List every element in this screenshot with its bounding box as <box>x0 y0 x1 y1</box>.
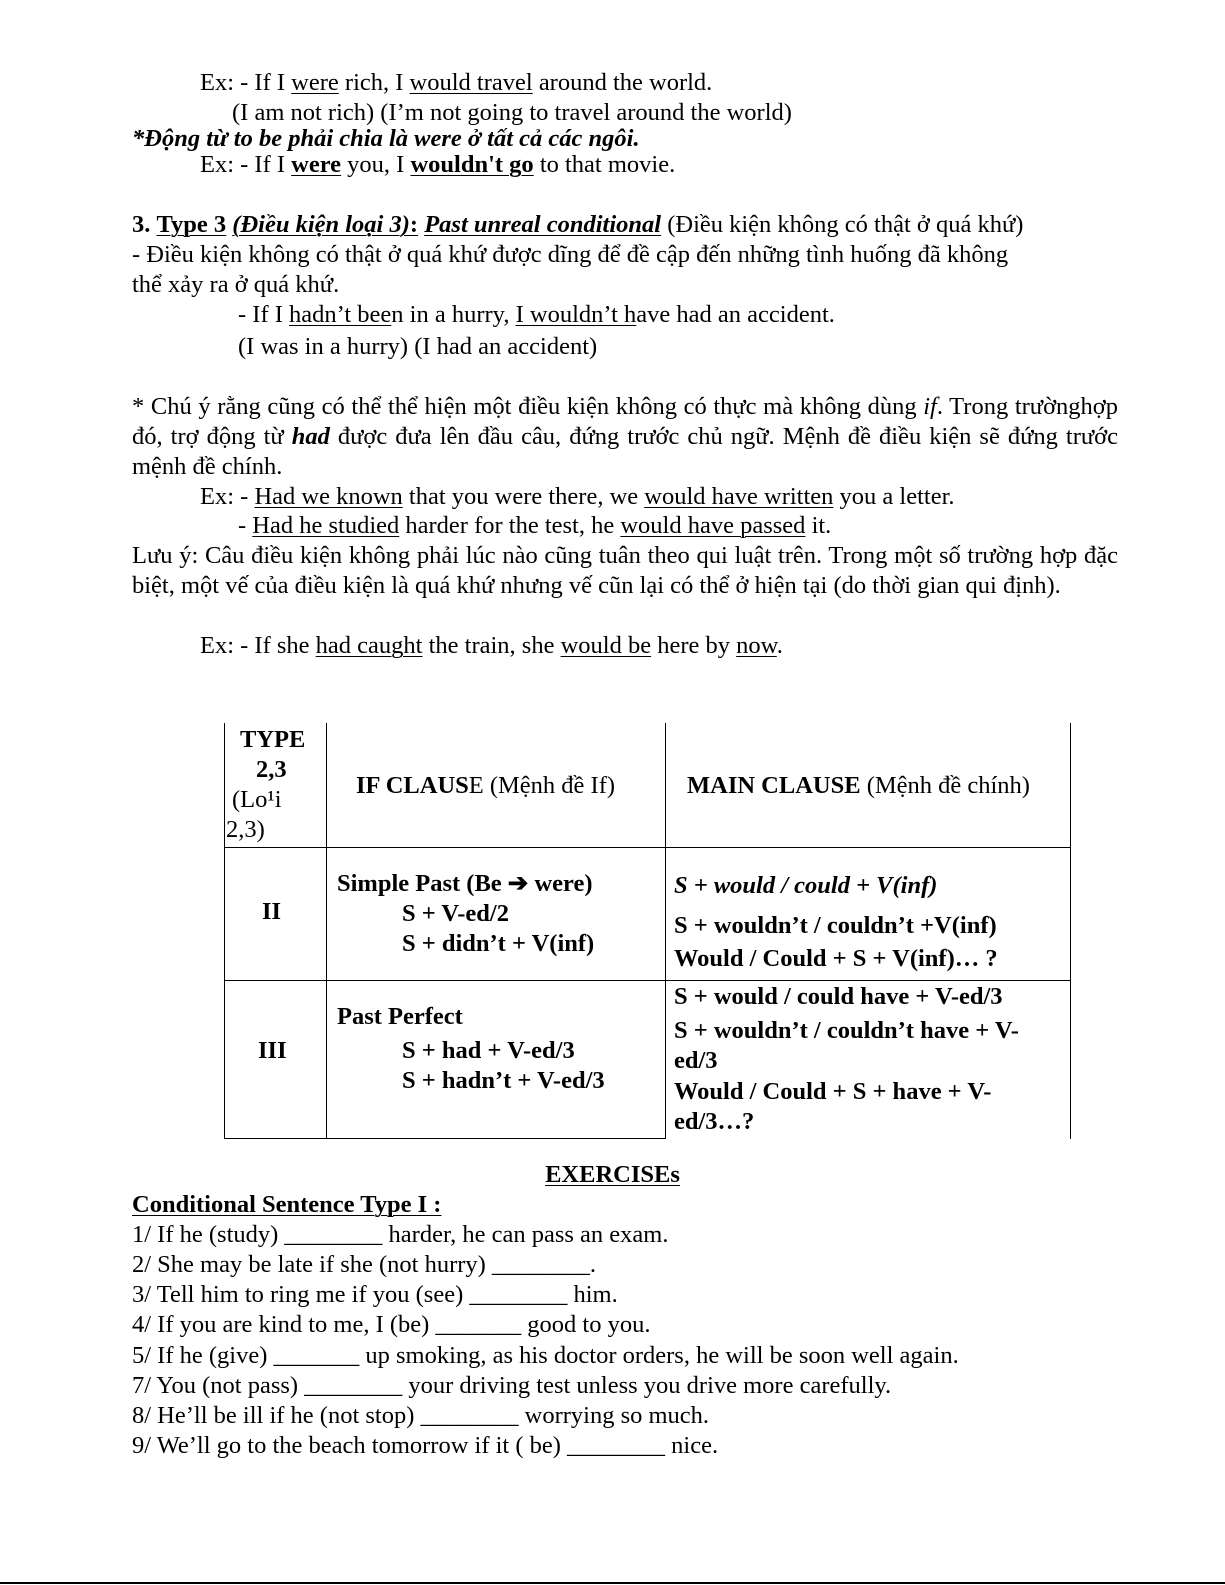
verb-were: were <box>291 69 339 96</box>
exercise-item-3: 3/ Tell him to ring me if you (see) ________ him. <box>132 1281 618 1308</box>
type3-heading: 3. Type 3 (Điều kiện loại 3): Past unreal conditional (Điều kiện không có thật ở quá khứ) <box>132 211 1024 238</box>
note-mixed-paragraph: Lưu ý: Câu điều kiện không phải lúc nào cũng tuân theo qui luật trên. Trong một số trường hợp đặc biệt, một vế của điều kiện là quá khứ nhưng vế cũn lại có thể ở hiện tại (do thời gian qui định). <box>132 542 1118 599</box>
table-header-if-clause: IF CLAUSE (Mệnh đề If) <box>356 772 616 799</box>
table-row2-main: S + would / could + V(inf) S + wouldn’t / couldn’t +V(inf) Would / Could + S + V(inf)… ? <box>674 872 998 972</box>
type2-example-line: Ex: - If I were rich, I would travel around the world. <box>200 69 713 96</box>
note-had-example1: Ex: - Had we known that you were there, we would have written you a letter. <box>200 483 955 510</box>
table-header-main-clause: MAIN CLAUSE (Mệnh đề chính) <box>687 772 1030 799</box>
exercises-subtitle: Conditional Sentence Type I : <box>132 1191 442 1218</box>
type3-example-explain: (I was in a hurry) (I had an accident) <box>238 333 598 360</box>
type2-example2-line: Ex: - If I were you, I wouldn't go to that movie. <box>200 151 676 178</box>
type2-explanation: (I am not rich) (I’m not going to travel around the world) <box>232 99 792 126</box>
table-row2-if: Simple Past (Be ➔ were) S + V-ed/2 S + didn’t + V(inf) <box>337 870 595 957</box>
exercise-item-1: 1/ If he (study) ________ harder, he can pass an exam. <box>132 1221 669 1248</box>
table-row3-if: Past Perfect S + had + V-ed/3 S + hadn’t + V-ed/3 <box>337 1003 605 1094</box>
note-had-example2: - Had he studied harder for the test, he would have passed it. <box>238 512 832 539</box>
exercise-item-4: 4/ If you are kind to me, I (be) _______ good to you. <box>132 1311 651 1338</box>
table-border-right <box>1070 723 1071 1139</box>
note-mixed-example: Ex: - If she had caught the train, she would be here by now. <box>200 632 783 659</box>
table-header-type: TYPE 2,3 (Lo¹i 2,3) <box>226 726 306 843</box>
type3-desc-line1: - Điều kiện không có thật ở quá khứ được dĩng để đề cập đến những tình huống đã không <box>132 241 1009 268</box>
type3-example: - If I hadn’t been in a hurry, I wouldn’t have had an accident. <box>238 301 835 328</box>
page-bottom-rule <box>0 1582 1225 1584</box>
type3-desc-line2: thể xảy ra ở quá khứ. <box>132 271 340 298</box>
exercise-item-9: 9/ We’ll go to the beach tomorrow if it ( be) ________ nice. <box>132 1432 719 1459</box>
exercise-item-2: 2/ She may be late if she (not hurry) ________. <box>132 1251 597 1278</box>
exercise-item-7: 7/ You (not pass) ________ your driving test unless you drive more carefully. <box>132 1372 892 1399</box>
table-row3-main: S + would / could have + V-ed/3 S + wouldn’t / couldn’t have + V- ed/3 Would / Could + S + have + V- ed/3…? <box>674 983 1019 1135</box>
conditional-table <box>224 723 1072 1139</box>
verb-would-travel: would travel <box>409 69 533 96</box>
type2-note: *Động từ to be phải chia là were ở tất cả các ngôi. <box>132 125 640 152</box>
exercise-item-8: 8/ He’ll be ill if he (not stop) ________ worrying so much. <box>132 1402 710 1429</box>
exercise-item-5: 5/ If he (give) _______ up smoking, as his doctor orders, he will be soon well again. <box>132 1342 959 1369</box>
table-row2-type: II <box>262 898 282 925</box>
note-had-paragraph: * Chú ý rằng cũng có thể thể hiện một điều kiện không có thực mà không dùng if. Trong trườnghợp đó, trợ động từ had được đưa lên đầu câu, đứng trước chủ ngữ. Mệnh đề điều kiện sẽ đứng trước mệnh đề chính. <box>132 393 1118 480</box>
exercises-title: EXERCISEs <box>545 1161 680 1188</box>
table-row3-type: III <box>258 1037 287 1064</box>
